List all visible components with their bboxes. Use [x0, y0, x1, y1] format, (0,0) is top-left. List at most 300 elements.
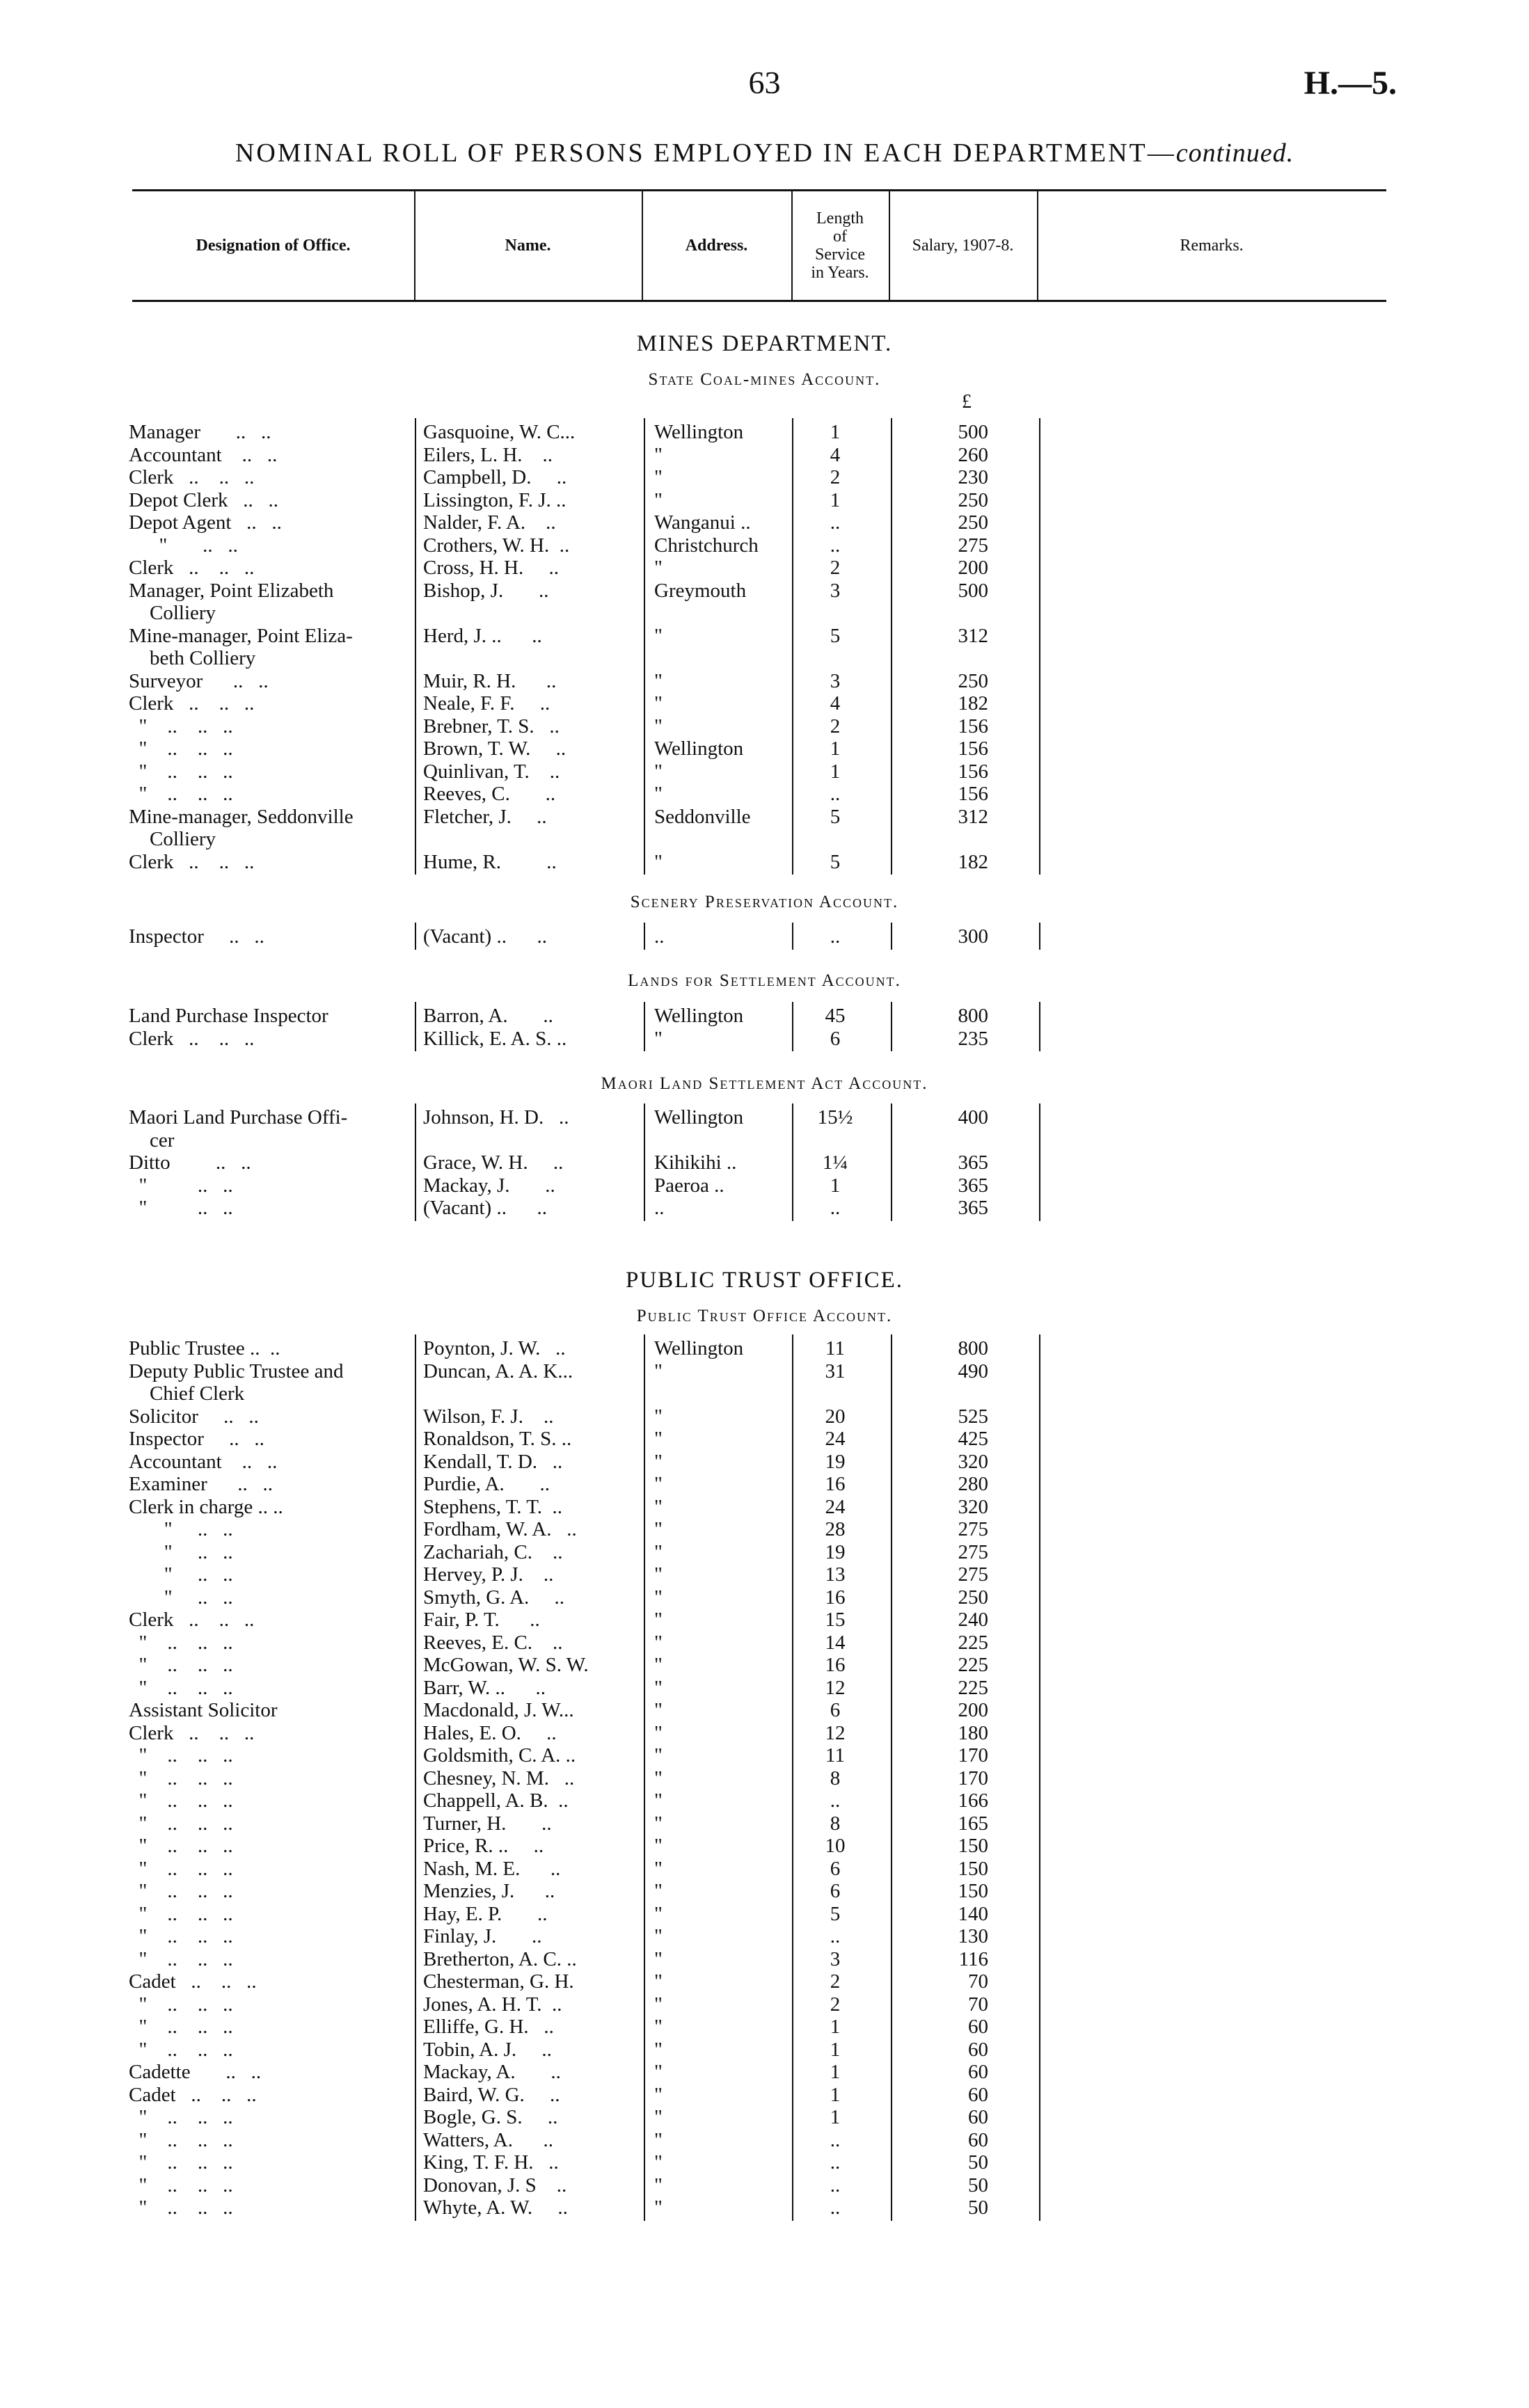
name-cell: Neale, F. F. .. — [423, 692, 550, 715]
table-row — [0, 1903, 1529, 1925]
address-cell: " — [654, 1676, 663, 1699]
salary-cell: 156 — [958, 783, 988, 805]
address-cell: " — [654, 760, 663, 783]
designation-cell: " .. .. — [129, 1540, 233, 1563]
salary-cell: 320 — [958, 1495, 988, 1518]
name-cell: Mackay, A. .. — [423, 2061, 561, 2083]
name-cell: Nalder, F. A. .. — [423, 511, 556, 534]
document-reference: H.—5. — [1304, 65, 1397, 102]
column-rule — [415, 1002, 416, 1051]
address-cell: " — [654, 624, 663, 647]
table-row — [0, 1028, 1529, 1050]
designation-cell: " .. .. .. — [129, 1835, 233, 1857]
table-row — [0, 2196, 1529, 2219]
salary-cell: 156 — [958, 737, 988, 760]
length-header-line: of — [833, 228, 847, 246]
designation-cell: " .. .. .. — [129, 2128, 233, 2151]
table-row — [0, 421, 1529, 443]
name-cell: McGowan, W. S. W. — [423, 1654, 589, 1676]
length-cell: 14 — [825, 1631, 846, 1654]
department-title: PUBLIC TRUST OFFICE. — [625, 1268, 904, 1293]
table-row — [0, 1880, 1529, 1902]
length-cell: 1 — [830, 2061, 841, 2083]
salary-cell: 150 — [958, 1857, 988, 1880]
column-rule — [415, 1103, 416, 1221]
table-row — [0, 534, 1529, 557]
table-row — [0, 1677, 1529, 1699]
name-cell: Lissington, F. J. .. — [423, 488, 567, 511]
designation-cell: Cadet .. .. .. — [129, 1970, 257, 1993]
designation-cell: Clerk .. .. .. — [129, 850, 255, 873]
salary-cell: 275 — [958, 1563, 988, 1586]
address-cell: " — [654, 1880, 663, 1902]
length-cell: 6 — [830, 1857, 841, 1880]
address-cell: Wellington — [654, 1106, 744, 1129]
length-cell: .. — [830, 2151, 841, 2174]
designation-cell: Clerk in charge .. .. — [129, 1495, 283, 1518]
name-cell: Nash, M. E. .. — [423, 1857, 561, 1880]
salary-cell: 50 — [968, 2174, 988, 2196]
length-cell: 16 — [825, 1473, 846, 1495]
column-rule — [1039, 418, 1040, 875]
salary-cell: 60 — [968, 2106, 988, 2128]
name-cell: Herd, J. .. .. — [423, 624, 542, 647]
length-cell: 12 — [825, 1676, 846, 1699]
designation-cell: " .. .. .. — [129, 2038, 233, 2061]
table-row — [0, 1970, 1529, 1993]
salary-cell: 365 — [958, 1151, 988, 1174]
designation-cell: " .. .. .. — [129, 737, 233, 760]
length-cell: 13 — [825, 1563, 846, 1586]
address-cell: " — [654, 2016, 663, 2038]
length-cell: 16 — [825, 1654, 846, 1676]
address-cell: " — [654, 488, 663, 511]
length-cell: 2 — [830, 1970, 841, 1993]
designation-cell: " .. .. .. — [129, 1902, 233, 1925]
address-cell: Wanganui .. — [654, 511, 751, 534]
column-rule — [1039, 923, 1040, 950]
length-cell: .. — [830, 783, 841, 805]
designation-cell: " .. .. .. — [129, 715, 233, 737]
designation-cell: " .. .. .. — [129, 1631, 233, 1654]
salary-cell: 200 — [958, 1699, 988, 1721]
length-cell: 6 — [830, 1699, 841, 1721]
designation-cell: Depot Clerk .. .. — [129, 488, 279, 511]
name-cell: Turner, H. .. — [423, 1812, 552, 1835]
table-row — [0, 1451, 1529, 1473]
title-suffix: continued. — [1175, 138, 1294, 168]
name-cell: Bogle, G. S. .. — [423, 2106, 558, 2128]
name-cell: Barr, W. .. .. — [423, 1676, 546, 1699]
name-cell: Goldsmith, C. A. .. — [423, 1744, 576, 1767]
length-cell: .. — [830, 925, 841, 948]
table-row — [0, 489, 1529, 511]
name-cell: Macdonald, J. W... — [423, 1699, 574, 1721]
salary-cell: 150 — [958, 1880, 988, 1902]
name-cell: Quinlivan, T. .. — [423, 760, 560, 783]
table-row — [0, 1632, 1529, 1654]
address-cell: " — [654, 2106, 663, 2128]
name-cell: Smyth, G. A. .. — [423, 1586, 565, 1609]
name-cell: Hales, E. O. .. — [423, 1721, 557, 1744]
salary-cell: 400 — [958, 1106, 988, 1129]
length-header-line: Service — [815, 246, 865, 264]
designation-cell: Land Purchase Inspector — [129, 1005, 328, 1027]
table-row — [0, 1609, 1529, 1631]
table-row — [0, 647, 1529, 669]
length-cell: 1 — [830, 760, 841, 783]
name-cell: Fair, P. T. .. — [423, 1609, 540, 1631]
address-cell: " — [654, 1902, 663, 1925]
designation-cell: " .. .. .. — [129, 2196, 233, 2219]
column-rule — [792, 1334, 793, 2221]
name-cell: Grace, W. H. .. — [423, 1151, 564, 1174]
title-main: NOMINAL ROLL OF PERSONS EMPLOYED IN EACH DEPARTMENT— — [235, 138, 1176, 168]
designation-cell: Assistant Solicitor — [129, 1699, 278, 1721]
column-rule — [415, 923, 416, 950]
table-row — [0, 580, 1529, 602]
salary-cell: 60 — [968, 2016, 988, 2038]
address-cell: " — [654, 1586, 663, 1609]
designation-cell: " .. .. .. — [129, 1767, 233, 1789]
salary-cell: 275 — [958, 1540, 988, 1563]
salary-cell: 170 — [958, 1767, 988, 1789]
table-row — [0, 1586, 1529, 1609]
length-cell: 1 — [830, 488, 841, 511]
column-rule — [792, 923, 793, 950]
name-cell: Crothers, W. H. .. — [423, 534, 570, 557]
table-row — [0, 828, 1529, 850]
salary-cell: 525 — [958, 1405, 988, 1428]
length-cell: .. — [830, 2128, 841, 2151]
designation-cell: Deputy Public Trustee and — [129, 1360, 344, 1382]
salary-cell: 50 — [968, 2151, 988, 2174]
salary-cell: 225 — [958, 1654, 988, 1676]
table-row — [0, 1005, 1529, 1027]
column-rule — [891, 418, 892, 875]
length-cell: 20 — [825, 1405, 846, 1428]
salary-cell: 165 — [958, 1812, 988, 1835]
salary-cell: 425 — [958, 1428, 988, 1450]
address-cell: " — [654, 1947, 663, 1970]
salary-cell: 60 — [968, 2038, 988, 2061]
column-rule — [792, 1103, 793, 1221]
table-row — [0, 925, 1529, 948]
page-title — [0, 138, 1529, 168]
name-cell: Tobin, A. J. .. — [423, 2038, 552, 2061]
length-cell: 11 — [825, 1337, 845, 1360]
address-cell: " — [654, 1812, 663, 1835]
table-row — [0, 1428, 1529, 1450]
address-cell: " — [654, 1835, 663, 1857]
name-cell: Jones, A. H. T. .. — [423, 1993, 562, 2016]
address-cell: " — [654, 1495, 663, 1518]
address-cell: " — [654, 1631, 663, 1654]
length-cell: 45 — [825, 1005, 846, 1027]
column-rule — [644, 418, 645, 875]
designation-cell: " .. .. .. — [129, 783, 233, 805]
length-cell: 1 — [830, 2106, 841, 2128]
address-cell: Paeroa .. — [654, 1174, 724, 1197]
address-cell: " — [654, 1993, 663, 2016]
length-cell: .. — [830, 1197, 841, 1219]
designation-cell: Clerk .. .. .. — [129, 1721, 255, 1744]
address-cell: " — [654, 850, 663, 873]
address-cell: " — [654, 1428, 663, 1450]
name-cell: Muir, R. H. .. — [423, 669, 557, 692]
name-cell: Wilson, F. J. .. — [423, 1405, 554, 1428]
designation-cell: Depot Agent .. .. — [129, 511, 282, 534]
salary-cell: 365 — [958, 1197, 988, 1219]
name-cell: Ronaldson, T. S. .. — [423, 1428, 572, 1450]
salary-cell: 250 — [958, 1586, 988, 1609]
column-rule — [792, 418, 793, 875]
designation-cell: " .. .. .. — [129, 2151, 233, 2174]
name-cell: Brown, T. W. .. — [423, 737, 567, 760]
length-cell: 15½ — [817, 1106, 853, 1129]
address-cell: " — [654, 1699, 663, 1721]
salary-cell: 170 — [958, 1744, 988, 1767]
length-cell: 1 — [830, 2016, 841, 2038]
address-cell: " — [654, 2151, 663, 2174]
column-rule — [644, 1103, 645, 1221]
name-cell: Kendall, T. D. .. — [423, 1450, 563, 1473]
designation-cell: " .. .. .. — [129, 1812, 233, 1835]
name-cell: Eilers, L. H. .. — [423, 443, 553, 466]
account-title: Scenery Preservation Account. — [630, 893, 899, 911]
table-row — [0, 1106, 1529, 1129]
name-cell: Reeves, C. .. — [423, 783, 556, 805]
salary-cell: 70 — [968, 1970, 988, 1993]
salary-cell: 275 — [958, 534, 988, 557]
department-title: MINES DEPARTMENT. — [636, 331, 893, 356]
name-cell: Fletcher, J. .. — [423, 805, 547, 828]
length-cell: 8 — [830, 1767, 841, 1789]
address-cell: " — [654, 1609, 663, 1631]
salary-cell: 70 — [968, 1993, 988, 2016]
length-cell: 1 — [830, 2038, 841, 2061]
designation-cell: " .. .. .. — [129, 2174, 233, 2196]
length-cell: 1 — [830, 1174, 841, 1197]
designation-cell: Accountant .. .. — [129, 443, 278, 466]
salary-cell: 500 — [958, 579, 988, 602]
length-cell: 3 — [830, 669, 841, 692]
length-cell: 15 — [825, 1609, 846, 1631]
length-cell: 2 — [830, 1993, 841, 2016]
col-remarks-header: Remarks. — [1180, 237, 1244, 255]
account-title: State Coal-mines Account. — [648, 370, 881, 389]
designation-cell: Surveyor .. .. — [129, 669, 269, 692]
address-cell: " — [654, 2174, 663, 2196]
table-row — [0, 1767, 1529, 1789]
salary-cell: 166 — [958, 1789, 988, 1812]
table-row — [0, 692, 1529, 715]
table-row — [0, 444, 1529, 466]
designation-cell: " .. .. .. — [129, 1880, 233, 1902]
designation-cell: Manager, Point Elizabeth — [129, 579, 334, 602]
column-rule — [891, 1103, 892, 1221]
salary-cell: 150 — [958, 1835, 988, 1857]
name-cell: Campbell, D. .. — [423, 466, 567, 488]
address-cell: .. — [654, 1197, 665, 1219]
designation-cell: " .. .. — [129, 534, 238, 557]
length-cell: 1 — [830, 2083, 841, 2106]
address-cell: " — [654, 443, 663, 466]
length-cell: 31 — [825, 1360, 846, 1382]
address-cell: " — [654, 1970, 663, 1993]
address-cell: " — [654, 1450, 663, 1473]
name-cell: Chesterman, G. H. — [423, 1970, 574, 1993]
designation-cell: " .. .. .. — [129, 1925, 233, 1947]
column-rule — [891, 1002, 892, 1051]
table-row — [0, 557, 1529, 579]
length-cell: 19 — [825, 1540, 846, 1563]
salary-cell: 50 — [968, 2196, 988, 2219]
table-row — [0, 1835, 1529, 1857]
length-cell: 2 — [830, 557, 841, 579]
table-row — [0, 806, 1529, 828]
address-cell: Wellington — [654, 1337, 744, 1360]
table-row — [0, 715, 1529, 737]
address-cell: " — [654, 692, 663, 715]
table-row — [0, 1518, 1529, 1540]
designation-cell: Examiner .. .. — [129, 1473, 273, 1495]
salary-cell: 180 — [958, 1721, 988, 1744]
designation-cell: Clerk .. .. .. — [129, 466, 255, 488]
salary-cell: 300 — [958, 925, 988, 948]
salary-cell: 116 — [958, 1947, 988, 1970]
name-cell: Finlay, J. .. — [423, 1925, 542, 1947]
column-rule — [415, 1334, 416, 2221]
address-cell: " — [654, 2083, 663, 2106]
table-row — [0, 783, 1529, 805]
length-cell: 5 — [830, 1902, 841, 1925]
address-cell: Seddonville — [654, 805, 751, 828]
salary-cell: 320 — [958, 1450, 988, 1473]
designation-cell: Clerk .. .. .. — [129, 1609, 255, 1631]
designation-cell: Ditto .. .. — [129, 1151, 251, 1174]
table-row — [0, 1360, 1529, 1382]
length-cell: .. — [830, 2174, 841, 2196]
designation-cell: Accountant .. .. — [129, 1450, 278, 1473]
address-cell: " — [654, 557, 663, 579]
designation-cell: Inspector .. .. — [129, 925, 264, 948]
name-cell: Chesney, N. M. .. — [423, 1767, 575, 1789]
salary-cell: 312 — [958, 805, 988, 828]
name-cell: Stephens, T. T. .. — [423, 1495, 563, 1518]
designation-cell: " .. .. — [129, 1197, 233, 1219]
name-cell: Price, R. .. .. — [423, 1835, 544, 1857]
table-row — [0, 1789, 1529, 1812]
table-row — [0, 1812, 1529, 1835]
name-cell: Chappell, A. B. .. — [423, 1789, 569, 1812]
salary-cell: 156 — [958, 760, 988, 783]
table-row — [0, 1129, 1529, 1151]
length-header-line: in Years. — [811, 264, 869, 282]
designation-cell: Chief Clerk — [150, 1382, 245, 1405]
designation-cell: Solicitor .. .. — [129, 1405, 259, 1428]
table-row — [0, 670, 1529, 692]
page-number: 63 — [748, 65, 781, 100]
address-cell: " — [654, 1518, 663, 1540]
designation-cell: Clerk .. .. .. — [129, 557, 255, 579]
table-row — [0, 1174, 1529, 1197]
name-cell: Reeves, E. C. .. — [423, 1631, 563, 1654]
name-cell: Johnson, H. D. .. — [423, 1106, 569, 1129]
name-cell: Menzies, J. .. — [423, 1880, 555, 1902]
table-row — [0, 2016, 1529, 2038]
table-row — [0, 2061, 1529, 2083]
length-cell: 6 — [830, 1880, 841, 1902]
salary-cell: 225 — [958, 1631, 988, 1654]
salary-cell: 250 — [958, 488, 988, 511]
table-row — [0, 1858, 1529, 1880]
salary-cell: 140 — [958, 1902, 988, 1925]
address-cell: " — [654, 1540, 663, 1563]
designation-cell: " .. .. .. — [129, 1676, 233, 1699]
name-cell: Donovan, J. S .. — [423, 2174, 567, 2196]
name-cell: King, T. F. H. .. — [423, 2151, 559, 2174]
name-cell: Hervey, P. J. .. — [423, 1563, 554, 1586]
salary-cell: 130 — [958, 1925, 988, 1947]
length-cell: 5 — [830, 624, 841, 647]
length-cell: .. — [830, 511, 841, 534]
designation-cell: " .. .. .. — [129, 1789, 233, 1812]
address-cell: Kihikihi .. — [654, 1151, 737, 1174]
table-row — [0, 1541, 1529, 1563]
length-cell: 24 — [825, 1495, 846, 1518]
designation-cell: Cadette .. .. — [129, 2061, 262, 2083]
table-row — [0, 625, 1529, 647]
salary-cell: 275 — [958, 1518, 988, 1540]
table-row — [0, 1722, 1529, 1744]
address-cell: " — [654, 2061, 663, 2083]
length-cell: .. — [830, 1925, 841, 1947]
length-cell: 19 — [825, 1450, 846, 1473]
table-row — [0, 2039, 1529, 2061]
designation-cell: " .. .. .. — [129, 760, 233, 783]
length-cell: 5 — [830, 850, 841, 873]
table-row — [0, 1948, 1529, 1970]
column-rule — [644, 923, 645, 950]
salary-cell: 260 — [958, 443, 988, 466]
name-cell: Zachariah, C. .. — [423, 1540, 563, 1563]
length-cell: 12 — [825, 1721, 846, 1744]
address-cell: " — [654, 669, 663, 692]
length-cell: 3 — [830, 1947, 841, 1970]
address-cell: Christchurch — [654, 534, 759, 557]
table-row — [0, 1563, 1529, 1586]
length-cell: 1¼ — [822, 1151, 848, 1174]
table-row — [0, 1496, 1529, 1518]
currency-symbol: £ — [962, 391, 972, 413]
name-cell: Hay, E. P. .. — [423, 1902, 548, 1925]
name-cell: Baird, W. G. .. — [423, 2083, 560, 2106]
column-rule — [1039, 1103, 1040, 1221]
salary-cell: 230 — [958, 466, 988, 488]
length-cell: 16 — [825, 1586, 846, 1609]
table-row — [0, 2129, 1529, 2151]
column-rule — [1039, 1334, 1040, 2221]
length-cell: 24 — [825, 1428, 846, 1450]
length-cell: 2 — [830, 715, 841, 737]
name-cell: (Vacant) .. .. — [423, 925, 547, 948]
designation-cell: " .. .. .. — [129, 1857, 233, 1880]
designation-cell: " .. .. — [129, 1563, 233, 1586]
name-cell: Gasquoine, W. C... — [423, 421, 576, 443]
name-cell: Bishop, J. .. — [423, 579, 549, 602]
col-designation-header: Designation of Office. — [196, 237, 351, 255]
